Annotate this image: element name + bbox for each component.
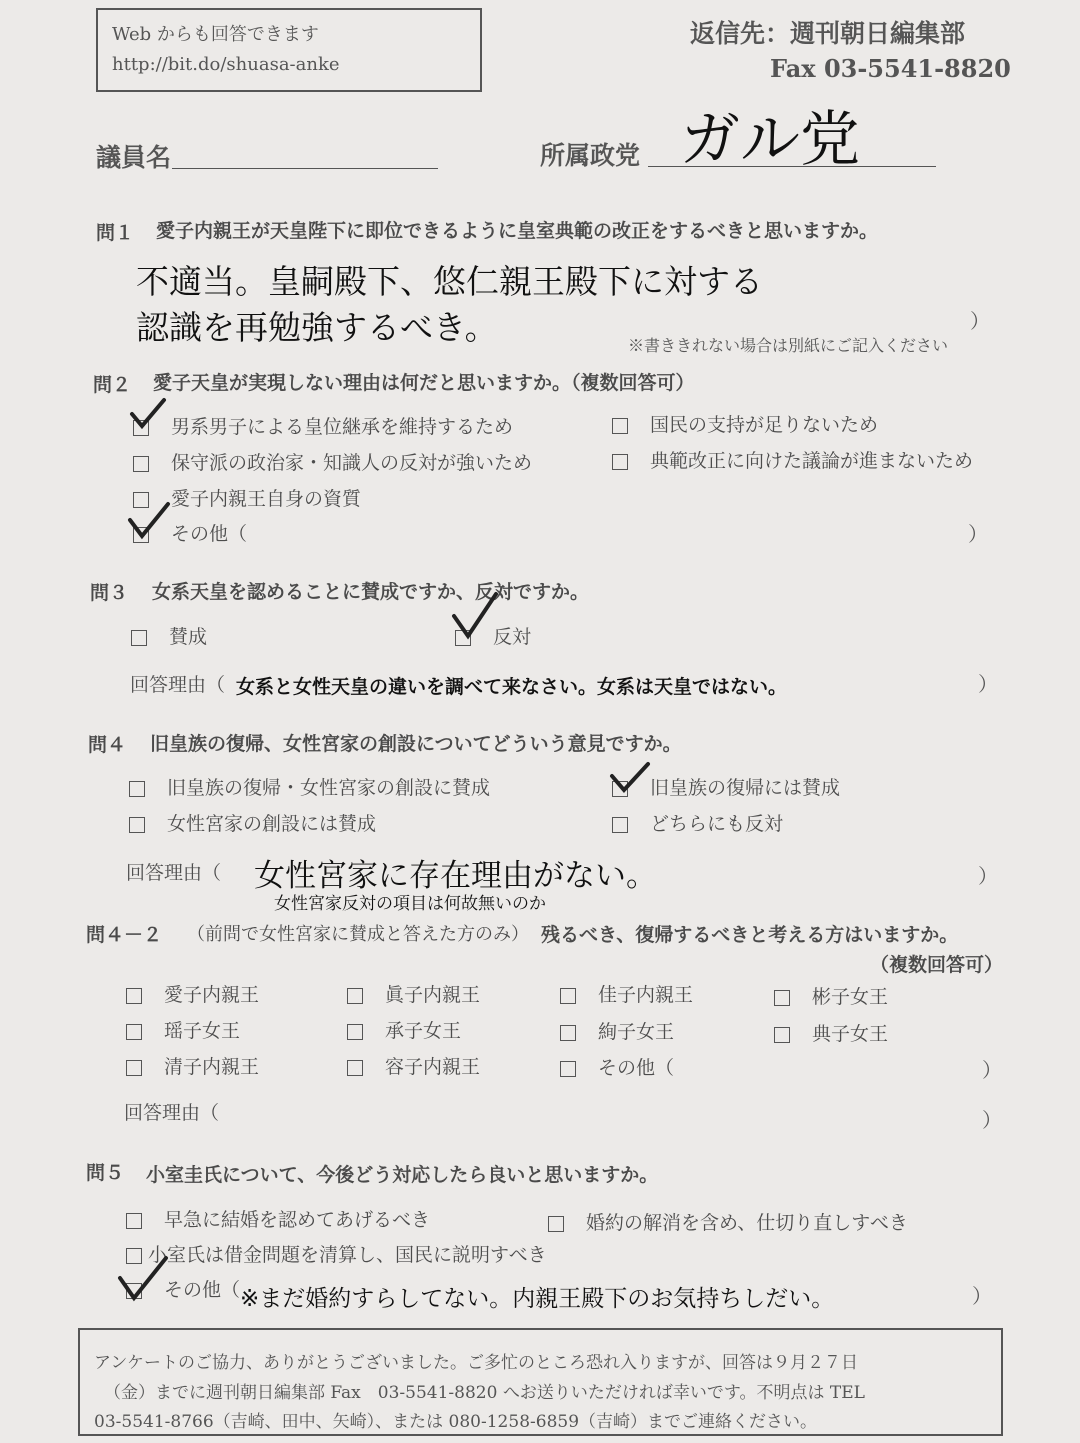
q3-option-agree[interactable]: 賛成 (131, 622, 207, 649)
q1-close-paren: ） (970, 309, 990, 333)
q4-option-1[interactable]: 旧皇族の復帰・女性宮家の創設に賛成 (129, 773, 490, 800)
q4-2-reason-label: 回答理由（ (124, 1102, 220, 1124)
check-mark-icon (128, 396, 168, 432)
checkbox[interactable] (774, 990, 790, 1006)
member-name-line (172, 168, 438, 169)
checkbox[interactable] (560, 1061, 576, 1077)
q4-2-multi: （複数回答可） (870, 954, 1004, 976)
checkbox[interactable] (548, 1216, 564, 1232)
checkbox[interactable] (126, 1213, 142, 1229)
q5-option-4[interactable]: その他（ (126, 1275, 240, 1302)
q2-option-5[interactable]: 愛子内親王自身の資質 (133, 484, 361, 511)
q4-2-close-paren: ） (982, 1058, 1002, 1082)
q2-option-3[interactable]: 保守派の政治家・知識人の反対が強いため (133, 448, 532, 475)
q4-2-option-10[interactable]: 容子内親王 (347, 1052, 480, 1079)
checkbox[interactable] (133, 456, 149, 472)
q3-option-oppose[interactable]: 反対 (455, 622, 531, 649)
q4-reason-label: 回答理由（ (126, 862, 222, 884)
footer-line-2: （金）までに週刊朝日編集部 Fax 03-5541-8820 へお送りいただければ幸いです。不明点は TEL (104, 1383, 865, 1403)
check-mark-icon (126, 500, 172, 542)
checkbox[interactable] (612, 454, 628, 470)
checkbox[interactable] (126, 1060, 142, 1076)
q1-note: ※書ききれない場合は別紙にご記入ください (628, 336, 949, 355)
q4-2-option-6[interactable]: 承子女王 (347, 1016, 461, 1043)
q4-2-option-8[interactable]: 典子女王 (774, 1019, 888, 1046)
footer-line-3: 03-5541-8766（吉崎、田中、矢崎）、または 080-1258-6859（吉崎）までご連絡ください。 (94, 1412, 818, 1432)
q4-option-4[interactable]: どちらにも反対 (612, 809, 783, 836)
q5-close-paren: ） (972, 1284, 992, 1308)
q5-option-2[interactable]: 婚約の解消を含め、仕切り直しすべき (548, 1208, 908, 1235)
q5-text: 小室圭氏について、今後どう対応したら良いと思いますか。 (146, 1164, 659, 1186)
member-name-label: 議員名 (96, 143, 172, 172)
q3-close-paren: ） (978, 672, 998, 696)
checkbox[interactable] (131, 630, 147, 646)
q3-label: 問３ (90, 582, 129, 604)
q4-label: 問４ (88, 734, 127, 756)
checkbox[interactable] (129, 781, 145, 797)
checkbox[interactable] (560, 988, 576, 1004)
q4-2-option-2[interactable]: 眞子内親王 (347, 980, 480, 1007)
q3-text: 女系天皇を認めることに賛成ですか、反対ですか。 (152, 581, 590, 603)
q4-2-option-1[interactable]: 愛子内親王 (126, 980, 259, 1007)
q4-2-option-4[interactable]: 彬子女王 (774, 982, 888, 1009)
checkbox[interactable] (347, 988, 363, 1004)
q5-label: 問５ (86, 1162, 125, 1184)
q4-2-text: 残るべき、復帰するべきと考える方はいますか。 (541, 924, 959, 946)
q4-close-paren: ） (978, 864, 998, 888)
checkbox[interactable] (347, 1024, 363, 1040)
q5-option-3[interactable]: 小室氏は借金問題を清算し、国民に説明すべき (126, 1240, 547, 1267)
q2-option-6[interactable]: その他（ (133, 519, 247, 546)
q4-reason-note: 女性宮家反対の項目は何故無いのか (274, 894, 546, 914)
q1-answer-line1: 不適当。皇嗣殿下、悠仁親王殿下に対する (136, 262, 763, 301)
q2-option-2[interactable]: 国民の支持が足りないため (612, 410, 878, 437)
reply-to: 返信先：週刊朝日編集部 (690, 19, 966, 48)
fax-number: Fax 03-5541-8820 (770, 54, 1011, 83)
q3-reason: 女系と女性天皇の違いを調べて来なさい。女系は天皇ではない。 (236, 676, 788, 698)
q4-2-reason-close: ） (982, 1108, 1002, 1132)
q1-answer-line2: 認識を再勉強するべき。 (136, 308, 498, 347)
q5-answer: ※まだ婚約すらしてない。内親王殿下のお気持ちしだい。 (240, 1286, 835, 1312)
checkbox[interactable] (774, 1027, 790, 1043)
checkbox[interactable] (560, 1025, 576, 1041)
web-url: http://bit.do/shuasa-anke (112, 54, 340, 75)
checkbox[interactable] (347, 1060, 363, 1076)
q5-option-1[interactable]: 早急に結婚を認めてあげるべき (126, 1205, 430, 1232)
checkbox[interactable] (612, 418, 628, 434)
check-mark-icon (116, 1254, 170, 1304)
q4-2-option-9[interactable]: 清子内親王 (126, 1052, 259, 1079)
q2-text: 愛子天皇が実現しない理由は何だと思いますか。（複数回答可） (153, 372, 695, 394)
checkbox[interactable] (612, 817, 628, 833)
q2-label: 問２ (93, 374, 132, 396)
q4-reason: 女性宮家に存在理由がない。 (254, 858, 657, 894)
checkbox[interactable] (126, 988, 142, 1004)
check-mark-icon (450, 590, 500, 642)
q4-text: 旧皇族の復帰、女性宮家の創設についてどういう意見ですか。 (150, 733, 682, 755)
q2-option-1[interactable]: 男系男子による皇位継承を維持するため (133, 412, 513, 439)
q4-2-prefix: （前問で女性宮家に賛成と答えた方のみ） (187, 924, 529, 945)
q2-option-4[interactable]: 典範改正に向けた議論が進まないため (612, 446, 973, 473)
checkbox[interactable] (126, 1024, 142, 1040)
q4-2-option-7[interactable]: 絢子女王 (560, 1017, 674, 1044)
q4-2-option-5[interactable]: 瑶子女王 (126, 1016, 240, 1043)
checkbox[interactable] (129, 817, 145, 833)
q3-reason-label: 回答理由（ (130, 674, 226, 696)
web-answer-note: Web からも回答できます (112, 24, 319, 45)
footer-line-1: アンケートのご協力、ありがとうございました。ご多忙のところ恐れ入りますが、回答は９月２７日 (94, 1353, 858, 1373)
check-mark-icon (608, 760, 652, 796)
q4-2-option-11[interactable]: その他（ (560, 1053, 674, 1080)
q4-option-3[interactable]: 女性宮家の創設には賛成 (129, 809, 376, 836)
q4-option-2[interactable]: 旧皇族の復帰には賛成 (612, 773, 840, 800)
party-value: ガル党 (680, 105, 860, 175)
q4-2-label: 問４－２ (86, 924, 163, 946)
q2-close-paren: ） (968, 522, 988, 546)
q4-2-option-3[interactable]: 佳子内親王 (560, 980, 693, 1007)
party-label: 所属政党 (540, 141, 641, 170)
q1-text: 愛子内親王が天皇陛下に即位できるように皇室典範の改正をするべきと思いますか。 (156, 220, 879, 242)
q1-label: 問１ (96, 222, 135, 244)
